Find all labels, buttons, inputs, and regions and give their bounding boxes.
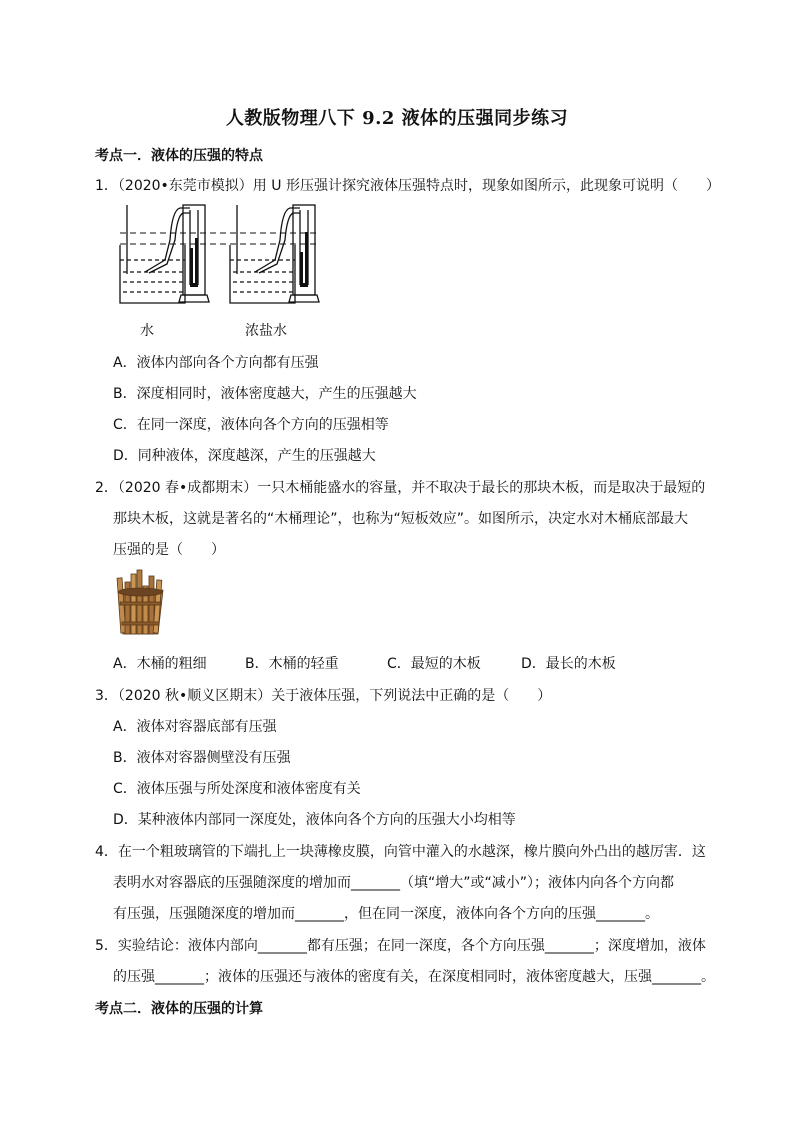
question-5-line-1: 5．实验结论：液体内部向_______都有压强；在同一深度，各个方向压强_______；深度增加，液体 [95, 938, 706, 954]
question-3-option-c: C．液体压强与所处深度和液体密度有关 [113, 781, 361, 797]
question-2-option-c: C．最短的木板 [387, 656, 481, 672]
brine-gauge-liquid [300, 232, 308, 287]
question-3-option-b: B．液体对容器侧壁没有压强 [113, 750, 291, 766]
question-2-line-1: 2．（2020 春•成都期末）一只木桶能盛水的容量，并不取决于最长的那块木板，而是取决于最短的 [95, 480, 706, 496]
question-2-line-2: 那块木板，这就是著名的“木桶理论”，也称为“短板效应”。如图所示，决定水对木桶底部最大 [113, 511, 689, 527]
question-2-option-b: B．木桶的轻重 [245, 656, 339, 672]
question-1-option-d: D．同种液体，深度越深，产生的压强越大 [113, 448, 376, 464]
question-2-option-d: D．最长的木板 [521, 656, 616, 672]
question-2-options [113, 653, 616, 673]
page-title: 人教版物理八下 9.2 液体的压强同步练习 [225, 108, 569, 129]
question-1-option-a: A．液体内部向各个方向都有压强 [113, 355, 319, 371]
question-5-line-2: 的压强_______；液体的压强还与液体的密度有关，在深度相同时，液体密度越大，压强_______。 [113, 969, 715, 985]
question-4-line-1: 4．在一个粗玻璃管的下端扎上一块薄橡皮膜，向管中灌入的水越深，橡片膜向外凸出的越厉害．这 [95, 844, 706, 860]
figure-label-water: 水 [140, 323, 154, 339]
wooden-bucket-image [113, 568, 168, 638]
question-3-option-d: D．某种液体内部同一深度处，液体向各个方向的压强大小均相等 [113, 812, 516, 828]
figure-label-brine: 浓盐水 [245, 323, 287, 339]
question-1-option-b: B．深度相同时，液体密度越大，产生的压强越大 [113, 386, 417, 402]
question-2-line-3: 压强的是（ ） [113, 542, 225, 558]
question-4-line-2: 表明水对容器底的压强随深度的增加而_______（填“增大”或“减小”）；液体内向各个方向都 [113, 875, 675, 891]
question-3-stem: 3．（2020 秋•顺义区期末）关于液体压强，下列说法中正确的是（ ） [95, 688, 552, 704]
u-tube-pressure-gauge-figure [115, 200, 320, 315]
question-4-line-3: 有压强，压强随深度的增加而_______，但在同一深度，液体向各个方向的压强_______。 [113, 906, 659, 922]
question-1-option-c: C．在同一深度，液体向各个方向的压强相等 [113, 417, 389, 433]
question-3-option-a: A．液体对容器底部有压强 [113, 719, 277, 735]
section-heading-1: 考点一．液体的压强的特点 [95, 148, 263, 164]
water-gauge-liquid [190, 238, 198, 287]
question-1-stem: 1．（2020•东莞市模拟）用 U 形压强计探究液体压强特点时，现象如图所示，此现象可说明（ ） [95, 178, 720, 194]
question-2-option-a: A．木桶的粗细 [113, 656, 207, 672]
section-heading-2: 考点二．液体的压强的计算 [95, 1001, 263, 1017]
